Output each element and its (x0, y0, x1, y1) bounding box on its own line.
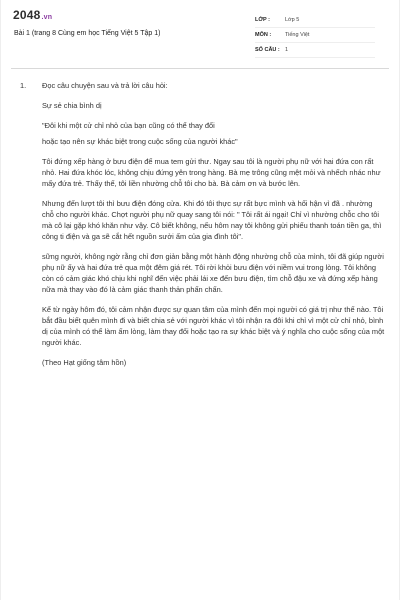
header-divider (11, 68, 389, 69)
logo-number: 2048 (13, 8, 41, 22)
story-paragraph: Tôi đứng xếp hàng ở bưu điện để mua tem gửi thư. Ngay sau tôi là người phụ nữ với hai đứa con rất nhỏ. Hai đứa khóc lóc, không chịu đứng yên trong hàng. Bà mẹ trông cũng mệt mỏi và nhếch nhác như mấy đứa trẻ. Thấy thế, tôi liền nhường chỗ tôi cho bà. Bà cảm ơn và bước lên. (42, 157, 381, 188)
meta-value: 1 (285, 47, 289, 53)
story-paragraph: Kể từ ngày hôm đó, tôi cảm nhận được sự quan tâm của mình đến mọi người có giá trị như thế nào. Tôi bắt đầu biết quên mình đi và biết chia sẻ với người khác vì tôi nhận ra đôi khi chỉ vì một cử chỉ nhỏ, bình dị của mình có thể làm ấm lòng, làm thay đổi hoặc tạo ra sự khác biệt và ý nghĩa cho cuộc sống của một người khác. (42, 305, 385, 347)
story-paragraph: sững người, không ngờ rằng chỉ đơn giản bằng một hành động nhường chỗ của mình, tôi đã giúp người phụ nữ ấy và hai đứa trẻ qua một đêm giá rét. Tôi rời khỏi bưu điện với niềm vui trong lòng. Tôi không còn có cảm giác khó chịu khi nghĩ đến việc phải lái xe đến bưu điện, tìm chỗ đậu xe và đứng xếp hàng nữa mà thay vào đó là cảm giác thanh thản phấn chấn. (42, 252, 384, 294)
question-prompt: Đọc câu chuyện sau và trả lời câu hỏi: (42, 81, 168, 90)
quote-line: hoặc tạo nên sự khác biệt trong cuộc sống của người khác" (42, 137, 238, 146)
meta-value: Lớp 5 (285, 17, 300, 23)
meta-label: LỚP : (255, 17, 270, 23)
story-title: Sự sẻ chia bình dị (42, 101, 102, 110)
meta-row-count (255, 43, 375, 58)
meta-row-class (255, 13, 375, 28)
meta-label: SỐ CÂU : (255, 47, 280, 53)
page-title: Bài 1 (trang 8 Cùng em học Tiếng Việt 5 Tập 1) (14, 30, 161, 37)
page-header (1, 0, 399, 68)
meta-label: MÔN : (255, 32, 272, 38)
meta-table (255, 13, 375, 58)
meta-value: Tiếng Việt (285, 32, 310, 38)
site-logo[interactable] (13, 8, 52, 22)
meta-row-subject (255, 28, 375, 43)
question-number: 1. (20, 81, 27, 90)
story-paragraph: Nhưng đến lượt tôi thì bưu điện đóng cửa. Khi đó tôi thực sự rất bực mình và hối hận vì đã . nhường chỗ cho người khác. Chợt người phụ nữ quay sang tôi nói: " Tôi rất ái ngại! Chỉ vì nhường chỗc cho tôi mà cô lại gặp khó khăn như vậy. Cô biết không, nếu hôm nay tôi không gửi phiếu thanh toán tiền ga, thì công ti điện và ga sẽ cắt hết nguồn sưởi ấm của gia đình tôi". (42, 199, 382, 241)
story-source: (Theo Hạt giống tâm hồn) (42, 358, 127, 367)
logo-domain: .vn (41, 14, 53, 21)
quote-line: "Đôi khi một cử chỉ nhỏ của bạn cũng có thể thay đổi (42, 121, 215, 130)
question-body (42, 80, 386, 368)
